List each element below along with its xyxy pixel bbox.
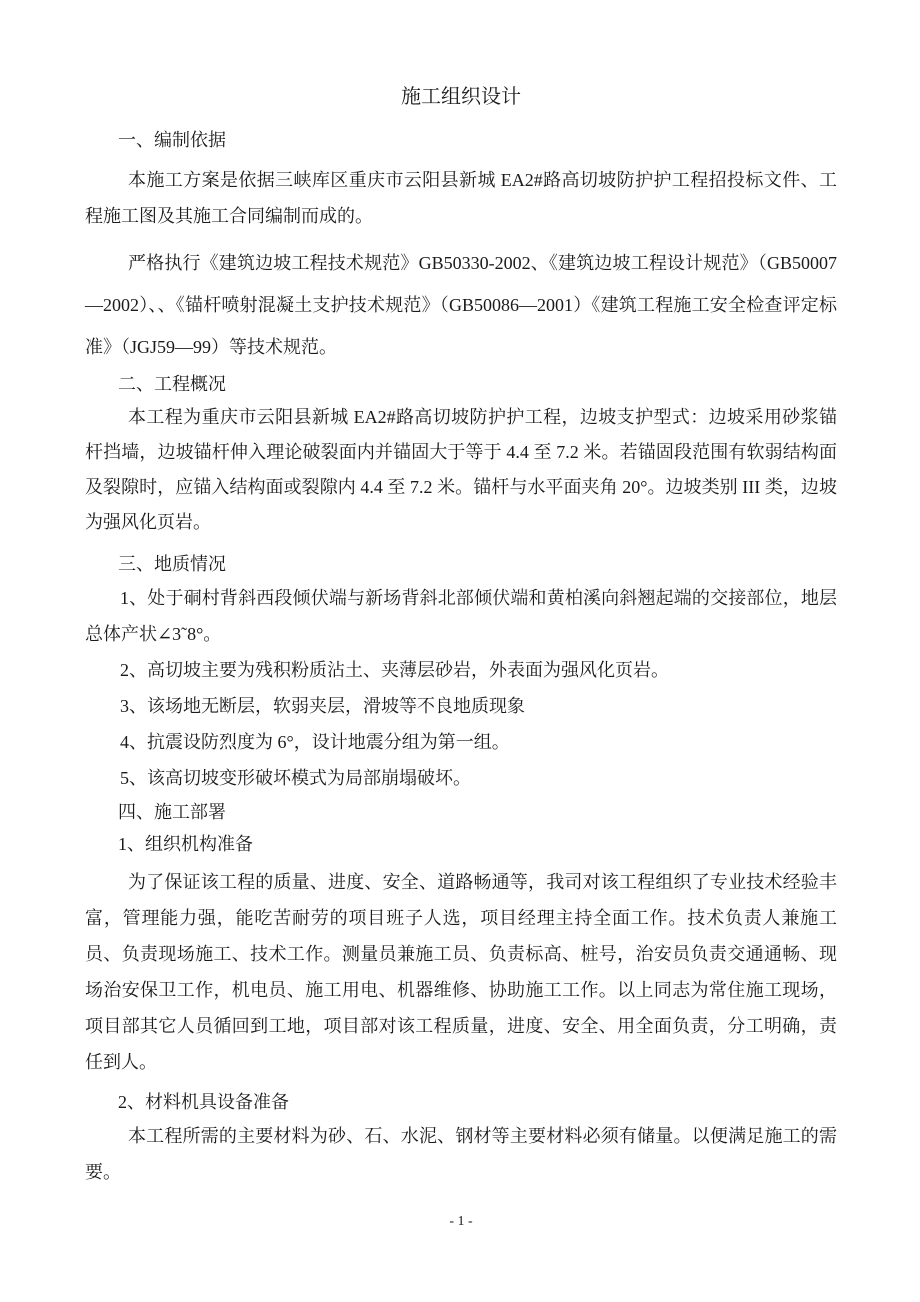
geology-item-4: 4、抗震设防烈度为 6°，设计地震分组为第一组。	[120, 732, 510, 752]
paragraph-standards: 严格执行《建筑边坡工程技术规范》GB50330-2002、《建筑边坡工程设计规范》（GB50007—2002）、、《锚杆喷射混凝土支护技术规范》（GB50086—2001）《建筑工程施工安全检查评定标准》（JGJ59—99）等技术规范。	[85, 253, 837, 357]
paragraph-materials: 本工程所需的主要材料为砂、石、水泥、钢材等主要材料必须有储量。以便满足施工的需要。	[85, 1126, 837, 1182]
page-number: - 1 -	[449, 1214, 473, 1229]
doc-title: 施工组织设计	[401, 86, 521, 108]
paragraph-basis: 本施工方案是依据三峡库区重庆市云阳县新城 EA2#路高切坡防护护工程招投标文件、工程施工图及其施工合同编制而成的。	[85, 170, 837, 226]
heading-project-overview: 二、工程概况	[118, 374, 226, 394]
paragraph-organization: 为了保证该工程的质量、进度、安全、道路畅通等，我司对该工程组织了专业技术经验丰富，管理能力强，能吃苦耐劳的项目班子人选，项目经理主持全面工作。技术负责人兼施工员、负责现场施工、技术工作。测量员兼施工员、负责标高、桩号，治安员负责交通通畅、现场治安保卫工作，机电员、施工用电、机器维修、协助施工工作。以上同志为常住施工现场，项目部其它人员循回到工地，项目部对该工程质量，进度、安全、用全面负责，分工明确，责任到人。	[85, 872, 837, 1072]
paragraph-project-overview: 本工程为重庆市云阳县新城 EA2#路高切坡防护护工程，边坡支护型式：边坡采用砂浆锚杆挡墙，边坡锚杆伸入理论破裂面内并锚固大于等于 4.4 至 7.2 米。若锚固段范围有软弱结构面及裂隙时，应锚入结构面或裂隙内 4.4 至 7.2 米。锚杆与水平面夹角 20°。边坡类别 III 类，边坡为强风化页岩。	[85, 407, 837, 532]
geology-item-2: 2、高切坡主要为残积粉质沾土、夹薄层砂岩，外表面为强风化页岩。	[120, 660, 669, 680]
geology-item-1: 1、处于硐村背斜西段倾伏端与新场背斜北部倾伏端和黄柏溪向斜翘起端的交接部位，地层总体产状∠3˜8°。	[85, 588, 837, 644]
geology-item-5: 5、该高切坡变形破坏模式为局部崩塌破坏。	[120, 768, 471, 788]
heading-geology: 三、地质情况	[118, 554, 226, 574]
subheading-material-equipment-preparation: 2、材料机具设备准备	[118, 1092, 289, 1112]
subheading-organization-preparation: 1、组织机构准备	[118, 834, 253, 854]
heading-construction-deployment: 四、施工部署	[118, 802, 226, 822]
geology-item-3: 3、该场地无断层，软弱夹层，滑坡等不良地质现象	[120, 696, 525, 716]
heading-compilation-basis: 一、编制依据	[118, 130, 226, 150]
